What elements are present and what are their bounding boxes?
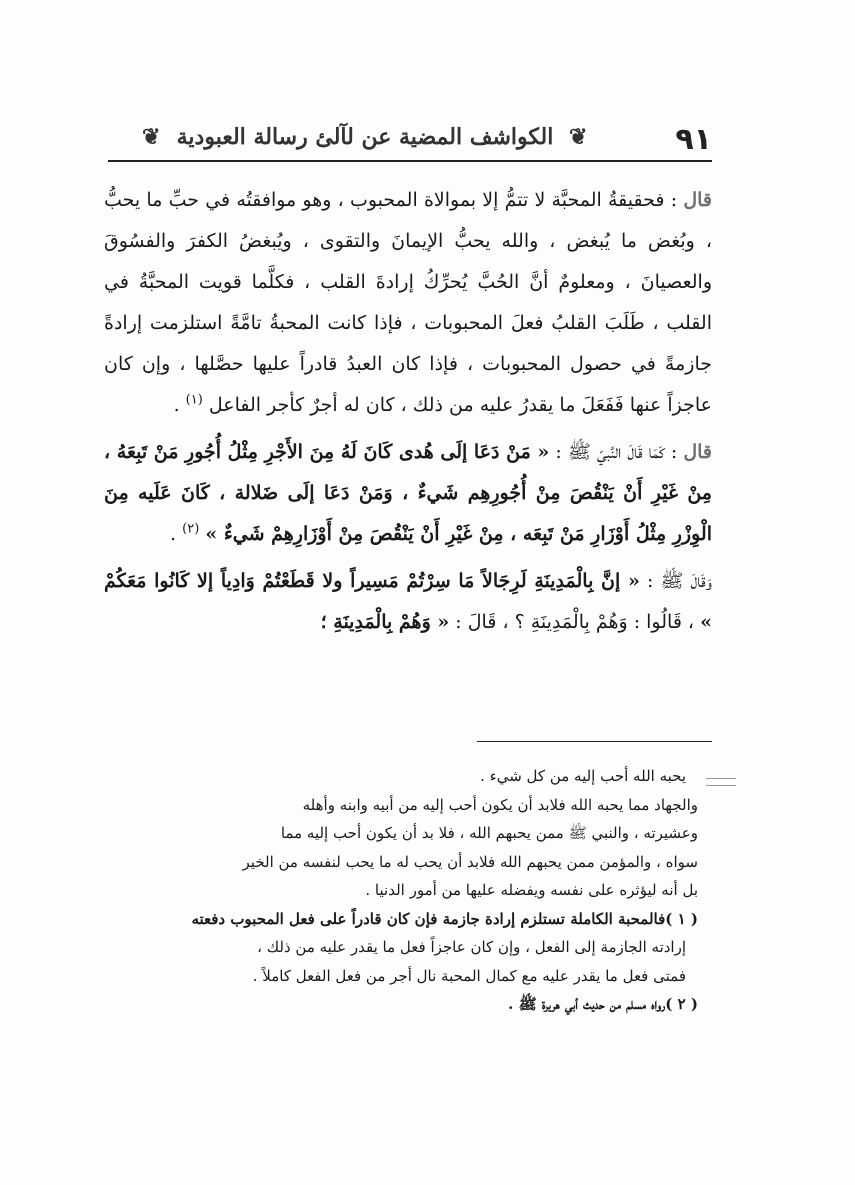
- page-number: ٩١: [675, 122, 712, 157]
- hadith-quote: « إنَّ بِالْمَدِينَةِ لَرِجَالاً مَا سِرْتُمْ مَسِيراً ولا قَطَعْتُمْ وَادِياً إلا كَانُوا مَعَكُمْ »: [104, 570, 712, 633]
- footnote-line: وعشيرته ، والنبي ﷺ ممن يحبهم الله ، فلا بد أن يكون أحب إليه مما: [280, 824, 698, 842]
- ornament-icon: ❦: [142, 124, 161, 150]
- ornament-icon: ❦: [569, 124, 588, 150]
- footnote-line: يحبه الله أحب إليه من كل شيء .: [480, 767, 686, 785]
- paragraph-end: .: [173, 394, 180, 416]
- paragraph-2: [104, 432, 712, 555]
- footnote-separator: [477, 741, 712, 742]
- book-title: الكواشف المضية عن لآلئ رسالة العبودية: [176, 124, 554, 150]
- paragraph-intro: وَقَالَ ﷺ :: [646, 570, 712, 592]
- paragraph-text: : فحقيقةُ المحبَّة لا تتمُّ إلا بموالاة المحبوب ، وهو موافقتُه في حبِّ ما يحبُّ ، وبُغض ما يُبغض ، والله يحبُّ الإيمانَ والتقوى ، ويُبغضُ الكفرَ والفسُوقَ والعصيانَ ، ومعلومٌ أنَّ الحُبَّ يُحرِّكُ إرادةَ القلب ، فكلَّما قويت المحبَّةُ في القلب ، طَلَبَ القلبُ فعلَ المحبوبات ، فإذا كانت المحبةُ تامَّةً استلزمت إرادةً جازمةً في حصول المحبوبات ، فإذا كان العبدُ قادراً عليها حصَّلها ، وإن كان عاجزاً عنها فَفَعَلَ ما يقدرُ عليه من ذلك ، كان له أجرٌ كأجر الفاعل: [104, 189, 712, 416]
- footnote-line: ( ١ )فالمحبة الكاملة تستلزم إرادة جازمة فإن كان قادراً على فعل المحبوب دفعته: [191, 909, 698, 928]
- paragraph-end: .: [170, 523, 177, 545]
- paragraph-intro: : كَمَا قَالَ النَّبيّ ﷺ :: [555, 441, 678, 463]
- continuation-mark: [706, 778, 736, 786]
- footnote-line: إرادته الجازمة إلى الفعل ، وإن كان عاجزاً فعل ما يقدر عليه من ذلك ،: [257, 938, 686, 956]
- page-header: [108, 118, 712, 164]
- paragraph-keyword: قال: [683, 441, 712, 463]
- paragraph-1: [104, 180, 712, 426]
- footnote-line: ( ٢ )رواه مسلم من حديث أبي هريرة ﷺ .: [508, 995, 698, 1013]
- paragraph-keyword: قال: [683, 189, 713, 211]
- paragraph-continuation: ، قَالُوا : وَهُمْ بِالْمَدِينَةِ ؟ ، قَالَ :: [455, 611, 695, 633]
- footnote-ref-1[interactable]: (١): [185, 392, 203, 408]
- hadith-quote: « مَنْ دَعَا إلَى هُدى كَانَ لَهُ مِنَ الأَجْرِ مِثْلُ أُجُورِ مَنْ تَبِعَهُ ، مِنْ غَيْرِ أَنْ يَنْقُصَ مِنْ أُجُورِهِم شَيءٌ ، وَمَنْ دَعَا إلَى ضَلالة ، كَانَ عَلَيه مِنَ الْوِزْرِ مِثْلُ أَوْزَارِ مَنْ تَبِعَه ، مِنْ غَيْرِ أَنْ يَنْقُصَ مِنْ أَوْزَارِهِمْ شَيءٌ »: [104, 441, 712, 545]
- running-title: [108, 124, 622, 150]
- footnote-line: والجهاد مما يحبه الله فلابد أن يكون أحب إليه من أبيه وابنه وأهله: [302, 795, 698, 814]
- footnote-2: [112, 990, 698, 1019]
- header-rule: [108, 160, 712, 162]
- footnote-line: بل أنه ليؤثره على نفسه ويفضله عليها من أمور الدنيا .: [365, 881, 698, 899]
- footnote-line: فمتى فعل ما يقدر عليه مع كمال المحبة نال أجر من فعل الفعل كاملاً .: [252, 966, 686, 985]
- main-text: [104, 180, 712, 649]
- footnote-1: [112, 905, 698, 991]
- footnotes: [112, 762, 698, 1019]
- footnote-ref-2[interactable]: (٢): [182, 521, 200, 537]
- footnote-continued: [112, 762, 698, 905]
- footnote-line: سواه ، والمؤمن ممن يحبهم الله فلابد أن يحب له ما يحب لنفسه من الخير: [242, 852, 698, 871]
- paragraph-3: [104, 561, 712, 643]
- hadith-quote-end: « وَهُمْ بِالْمَدِينَةِ ؛: [320, 611, 450, 633]
